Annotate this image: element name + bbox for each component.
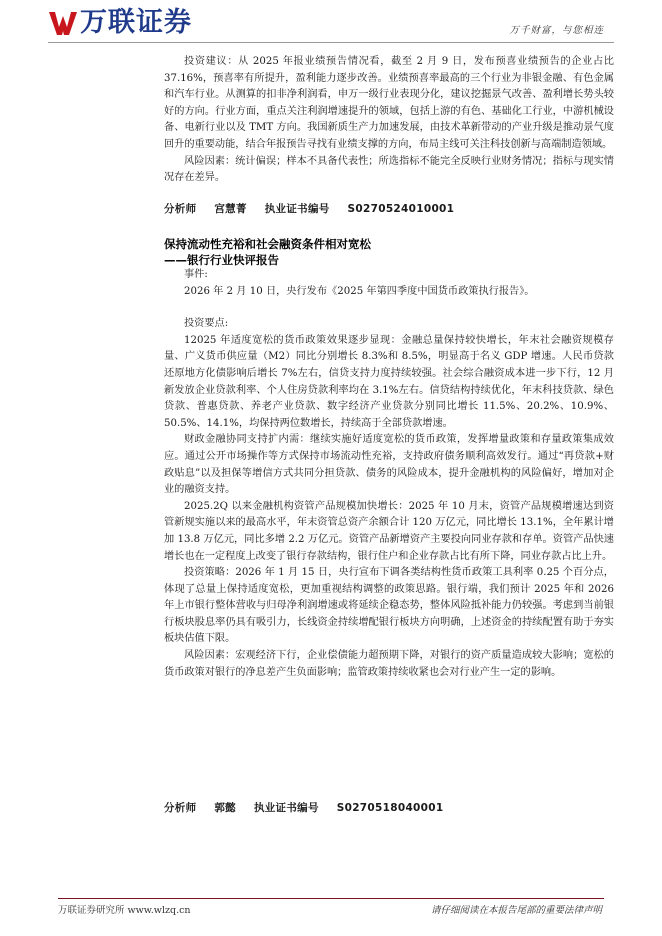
- slogan: 万千财富，与您相连: [509, 25, 604, 36]
- header-divider: [48, 42, 614, 43]
- monetary-policy-paragraph: 12025 年适度宽松的货币政策效果逐步显现：金融总量保持较快增长，年末社会融资规模存量、广义货币供应量（M2）同比分别增长 8.3%和 8.5%，明显高于名义 GDP 增速。人民币贷款还原地方化债影响后增长 7%左右，信贷支持力度持续较强。社会综合融资成本进一步下行，12 月新发放企业贷款利率、个人住房贷款利率均在 3.1%左右。信贷结构持续优化，年末科技贷款、绿色贷款、普惠贷款、养老产业贷款、数字经济产业贷款分别同比增长 11.5%、20.2%、10.9%、50.5%、14.1%，均保持两位数增长，持续高于全部贷款增速。: [164, 334, 614, 429]
- footer-divider: [58, 898, 604, 899]
- risk-factors-paragraph-2: 风险因素：宏观经济下行，企业偿债能力超预期下降，对银行的资产质量造成较大影响；宽松的货币政策对银行的净息差产生负面影响；监管政策持续收紧也会对行业产生一定的影响。: [164, 650, 614, 678]
- cert-label: 执业证书编号: [253, 802, 319, 814]
- investment-advice-paragraph: 投资建议：从 2025 年报业绩预告情况看，截至 2 月 9 日，发布预喜业绩预告的企业占比 37.16%，预喜率有所提升，盈利能力逐步改善。业绩预喜率最高的三个行业为非银金融、有色金属和汽车行业。从测算的扣非净利润看，申万一级行业表现分化，建议挖掘景气改善、盈利增长势头较好的方向。行业方面，重点关注利润增速提升的领域，包括上游的有色、基础化工行业，中游机械设备、电新行业以及 TMT 方向。我国新质生产力加速发展，由技术革新带动的产业升级是推动景气度回升的重要动能，结合年报预告寻找有业绩支撑的方向，布局主线可关注科技创新与高端制造领域。: [164, 56, 614, 150]
- page-header: [0, 0, 662, 44]
- cert-number: S0270518040001: [336, 802, 444, 814]
- section2-body: [164, 267, 614, 681]
- risk-factors-paragraph: 风险因素：统计偏误；样本不具备代表性；所选指标不能完全反映行业财务情况；指标与现实情况存在差异。: [164, 155, 614, 184]
- footer-source: 万联证券研究所 www.wlzq.cn: [58, 905, 191, 916]
- fiscal-financial-paragraph: 财政金融协同支持扩内需：继续实施好适度宽松的货币政策，发挥增量政策和存量政策集成效应。通过公开市场操作等方式保持市场流动性充裕，支持政府债务顺利高效发行。通过“再贷款+财政贴息”以及担保等增信方式共同分担贷款、债务的风险成本，提升金融机构的风险偏好，增加对企业的融资支持。: [164, 434, 614, 496]
- section1-body: [164, 54, 614, 187]
- analyst-name: 郭懿: [214, 802, 236, 814]
- report-title: 保持流动性充裕和社会融资条件相对宽松: [164, 237, 371, 251]
- analyst-role: 分析师: [164, 203, 197, 215]
- asset-management-paragraph: 2025.2Q 以来金融机构资管产品规模加快增长：2025 年 10 月末，资管产品规模增速达到资管新规实施以来的最高水平，年末资管总资产余额合计 120 万亿元，同比增长 13.1%，全年累计增加 13.8 万亿元，同比多增 2.2 万亿元。资管产品新增资产主要投向同业存款和存单。资管产品快速增长也在一定程度上改变了银行存款结构，银行住户和企业存款占比有所下降，同业存款占比上升。: [164, 500, 614, 562]
- key-points-label: 投资要点:: [184, 318, 229, 330]
- logo-w-icon: [48, 8, 78, 38]
- analyst-line-1: [164, 201, 468, 216]
- company-logo: [48, 6, 192, 40]
- report-subtitle: ——银行行业快评报告: [164, 253, 279, 267]
- cert-label: 执业证书编号: [264, 203, 330, 215]
- footer-disclaimer: 请仔细阅读在本报告尾部的重要法律声明: [430, 905, 602, 916]
- analyst-role: 分析师: [164, 802, 197, 814]
- analyst-name: 宫慧菁: [214, 203, 247, 215]
- event-label: 事件:: [184, 269, 208, 280]
- logo-text: 万联证券: [80, 7, 192, 38]
- cert-number: S0270524010001: [347, 203, 455, 215]
- analyst-line-2: [164, 800, 457, 815]
- event-text: 2026 年 2 月 10 日，央行发布《2025 年第四季度中国货币政策执行报告》。: [184, 285, 535, 297]
- investment-strategy-paragraph: 投资策略：2026 年 1 月 15 日，央行宣布下调各类结构性货币政策工具利率 0.25 个百分点，体现了总量上保持适度宽松，更加重视结构调整的政策思路。银行端，我们预计 2025 年和 2026 年上市银行整体营收与归母净利润增速或将延续企稳态势，整体风险抵补能力仍较强。考虑到当前银行板块股息率仍具有吸引力，长线资金持续增配银行板块方向明确，上述资金的持续配置有助于夯实板块估值下限。: [164, 567, 614, 645]
